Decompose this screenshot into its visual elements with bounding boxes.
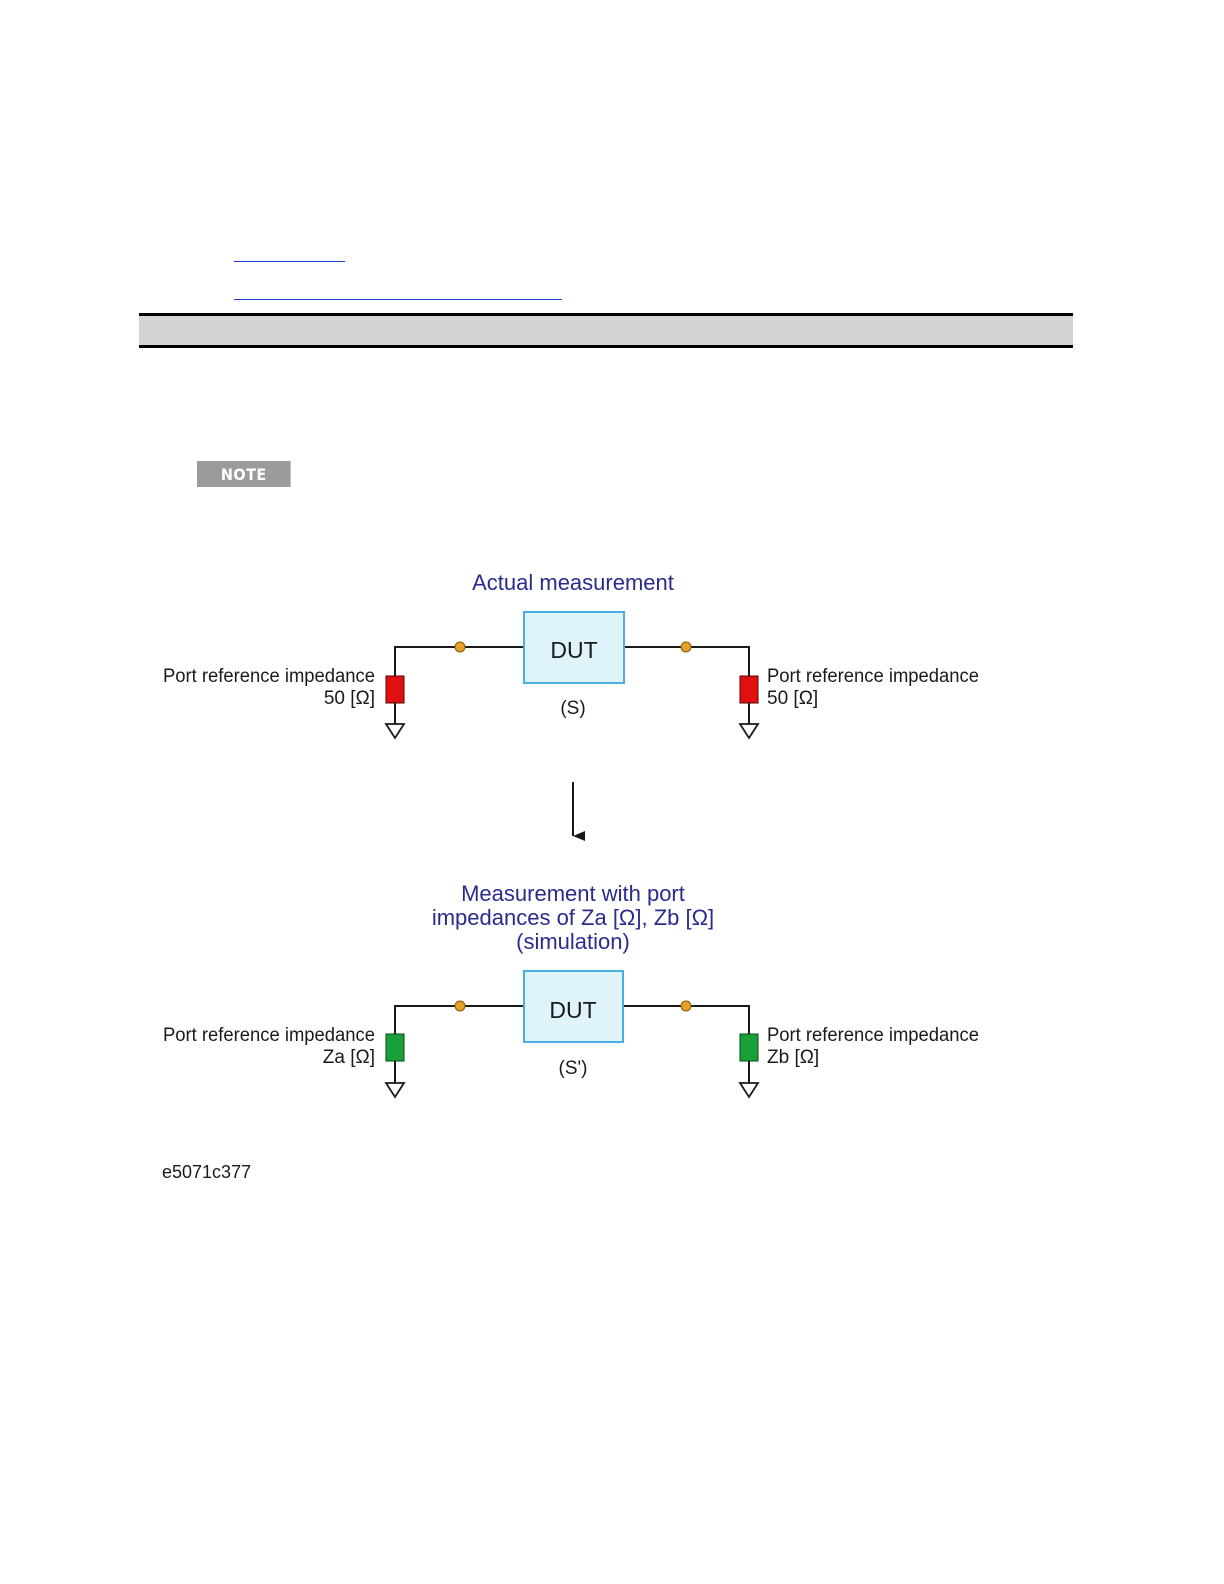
resistor-50-left xyxy=(386,676,404,703)
left-port-label: Port reference impedance xyxy=(163,666,375,687)
port-node xyxy=(681,642,691,652)
port-node xyxy=(681,1001,691,1011)
resistor-zb-right xyxy=(740,1034,758,1061)
ground-icon xyxy=(740,1083,758,1097)
dut-label: DUT xyxy=(549,997,597,1023)
ground-icon xyxy=(740,724,758,738)
resistor-50-right xyxy=(740,676,758,703)
s-prime-parameter-label: (S') xyxy=(558,1058,588,1079)
ground-icon xyxy=(386,724,404,738)
right-port-label: Port reference impedance xyxy=(767,1025,979,1046)
left-port-value: Za [Ω] xyxy=(322,1047,375,1068)
right-port-label: Port reference impedance xyxy=(767,666,979,687)
actual-measurement-title: Actual measurement xyxy=(472,570,674,595)
left-port-value: 50 [Ω] xyxy=(323,688,375,709)
actual-measurement-circuit xyxy=(163,570,979,738)
ground-icon xyxy=(386,1083,404,1097)
right-port-value: 50 [Ω] xyxy=(767,688,819,709)
simulation-title-line-1: Measurement with port xyxy=(461,881,685,906)
simulation-title-line-2: impedances of Za [Ω], Zb [Ω] xyxy=(431,905,715,930)
simulation-title-line-3: (simulation) xyxy=(516,929,630,954)
port-node xyxy=(455,642,465,652)
figure-id: e5071c377 xyxy=(162,1162,252,1182)
dut-label: DUT xyxy=(550,637,598,663)
left-port-label: Port reference impedance xyxy=(163,1025,375,1046)
resistor-za-left xyxy=(386,1034,404,1061)
port-node xyxy=(455,1001,465,1011)
simulation-measurement-circuit xyxy=(163,881,979,1097)
note-badge: NOTE xyxy=(197,461,291,487)
s-parameter-label: (S) xyxy=(560,698,586,719)
right-port-value: Zb [Ω] xyxy=(767,1047,820,1068)
